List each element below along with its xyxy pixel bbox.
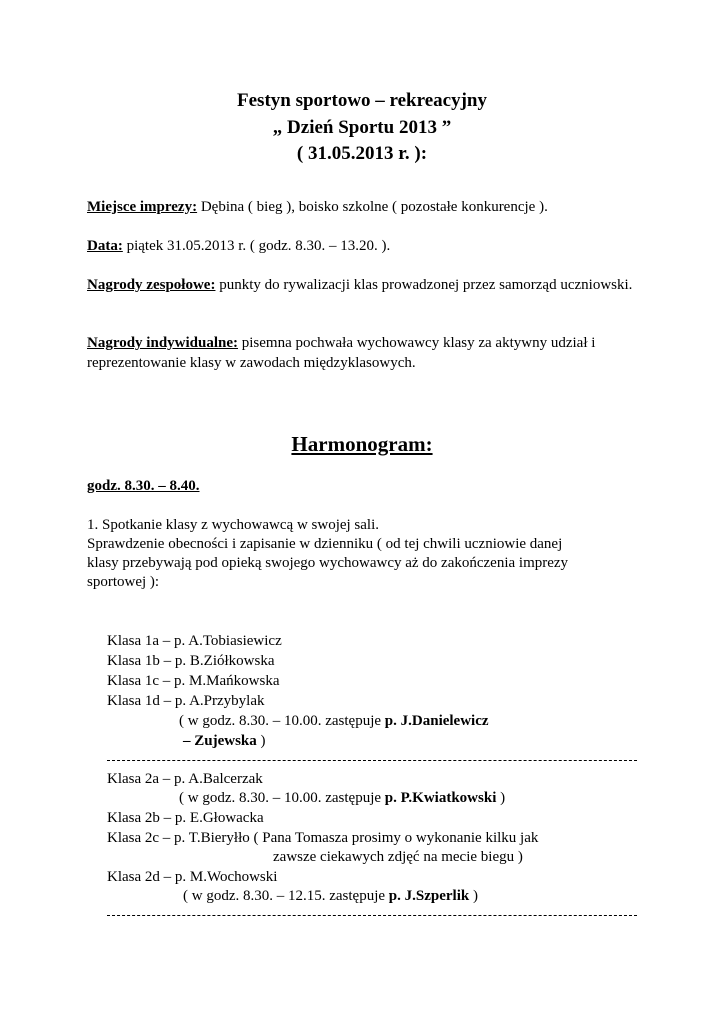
item1-line-1: 1. Spotkanie klasy z wychowawcą w swojej sali. — [87, 517, 380, 533]
class-2d: Klasa 2d – p. M.Wochowski — [107, 869, 278, 885]
class-1a: Klasa 1a – p. A.Tobiasiewicz — [107, 633, 282, 649]
title-line-3: ( 31.05.2013 r. ): — [296, 143, 428, 164]
individual-prize-label: Nagrody indywidualne: — [87, 335, 239, 351]
substitute-name: p. J.Szperlik — [388, 888, 470, 904]
individual-prize-value: pisemna pochwała wychowawcy klasy za aktywny udział i reprezentowanie klasy w zawodach międzyklasowych. — [87, 335, 596, 371]
note-text: ( w godz. 8.30. – 10.00. zastępuje — [179, 713, 385, 729]
place-value: Dębina ( bieg ), boisko szkolne ( pozostałe konkurencje ). — [197, 199, 548, 215]
note-close: ) — [469, 888, 478, 904]
item1-line-4: sportowej ): — [87, 574, 160, 590]
substitute-name-cont: – Zujewska — [183, 733, 257, 749]
schedule-heading: Harmonogram: — [291, 432, 433, 456]
place-paragraph — [87, 197, 657, 217]
note-close: ) — [256, 733, 266, 749]
class-2a-substitute-note — [179, 789, 505, 808]
date-label: Data: — [87, 238, 123, 254]
place-label: Miejsce imprezy: — [87, 199, 198, 215]
class-1d-substitute-note-cont — [183, 732, 266, 751]
individual-prize-paragraph — [87, 333, 657, 373]
dashed-separator-1 — [107, 760, 637, 761]
date-value: piątek 31.05.2013 r. ( godz. 8.30. – 13.20. ). — [122, 238, 391, 254]
class-1b: Klasa 1b – p. B.Ziółkowska — [107, 653, 275, 669]
substitute-name: p. J.Danielewicz — [384, 713, 489, 729]
class-2c-cont: zawsze ciekawych zdjęć na mecie biegu ) — [273, 849, 523, 865]
item1-line-3: klasy przebywają pod opieką swojego wychowawcy aż do zakończenia imprezy — [87, 555, 569, 571]
team-prize-value: punkty do rywalizacji klas prowadzonej przez samorząd uczniowski. — [215, 277, 633, 293]
title-line-2: „ Dzień Sportu 2013 ” — [272, 117, 452, 138]
team-prize-paragraph — [87, 275, 657, 295]
item1-line-2: Sprawdzenie obecności i zapisanie w dzienniku ( od tej chwili uczniowie danej — [87, 536, 563, 552]
substitute-name: p. P.Kwiatkowski — [384, 790, 497, 806]
class-1d-substitute-note — [179, 712, 489, 731]
date-paragraph — [87, 236, 657, 256]
note-text: ( w godz. 8.30. – 10.00. zastępuje — [179, 790, 385, 806]
class-1d: Klasa 1d – p. A.Przybylak — [107, 693, 265, 709]
class-2a: Klasa 2a – p. A.Balcerzak — [107, 771, 263, 787]
class-2d-substitute-note — [183, 887, 478, 906]
note-close: ) — [496, 790, 506, 806]
note-text: ( w godz. 8.30. – 12.15. zastępuje — [183, 888, 389, 904]
class-1c: Klasa 1c – p. M.Mańkowska — [107, 673, 280, 689]
dashed-separator-2 — [107, 915, 637, 916]
team-prize-label: Nagrody zespołowe: — [87, 277, 216, 293]
class-2c: Klasa 2c – p. T.Bieryłło ( Pana Tomasza prosimy o wykonanie kilku jak — [107, 830, 539, 846]
class-2b: Klasa 2b – p. E.Głowacka — [107, 810, 264, 826]
title-line-1: Festyn sportowo – rekreacyjny — [237, 90, 487, 111]
time-slot-1: godz. 8.30. – 8.40. — [87, 478, 200, 494]
